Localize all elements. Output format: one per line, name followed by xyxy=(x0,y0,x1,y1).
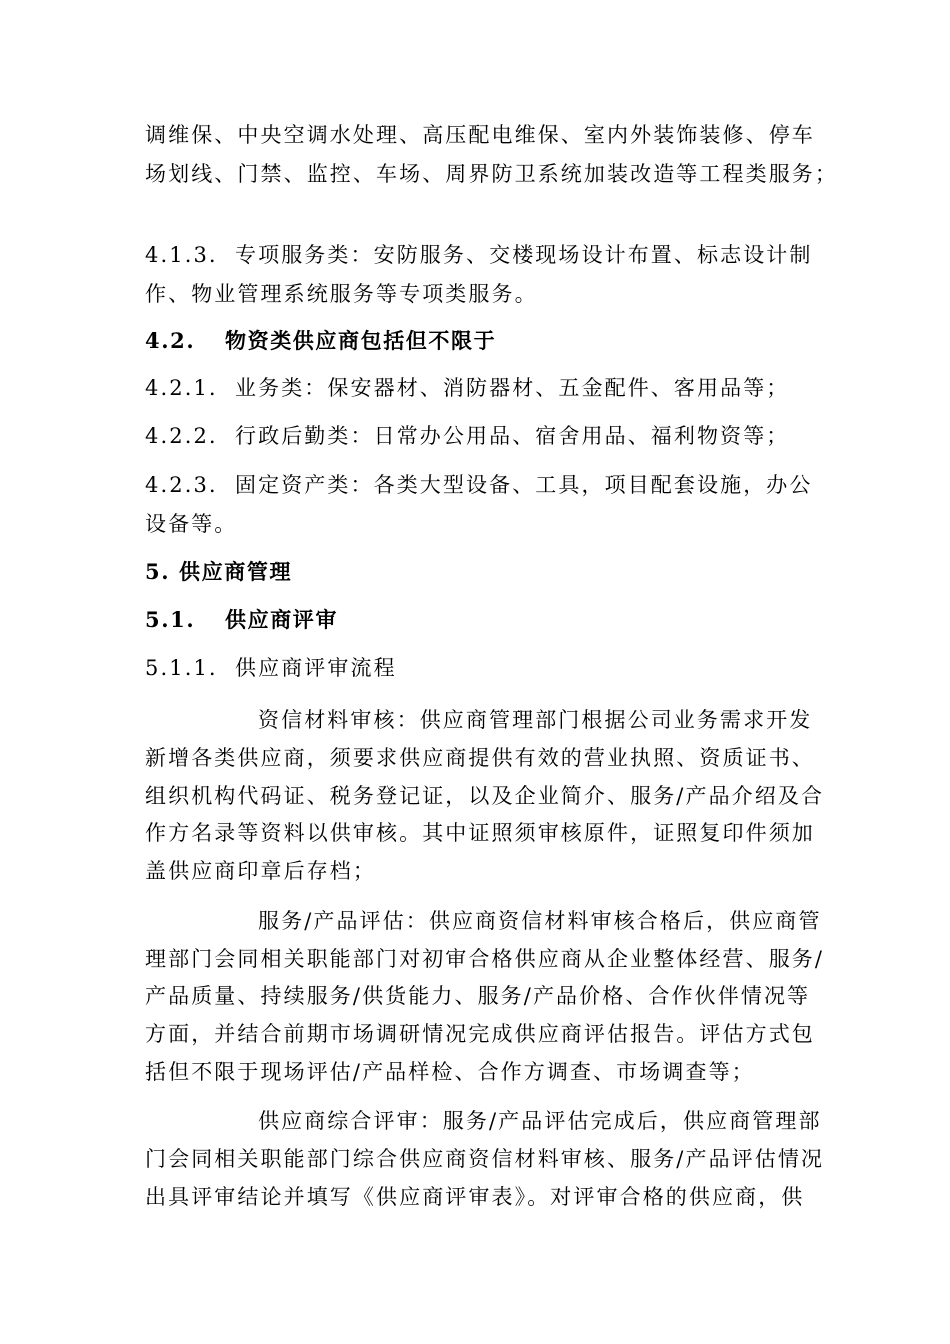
paragraph-line: 调维保、中央空调水处理、高压配电维保、室内外装饰装修、停车 xyxy=(145,123,815,147)
heading-number: 5. xyxy=(145,559,171,584)
paragraph-line: 新增各类供应商，须要求供应商提供有效的营业执照、资质证书、 xyxy=(145,746,815,770)
item-number: 4.2.1. xyxy=(145,376,218,400)
paragraph-line: 场划线、门禁、监控、车场、周界防卫系统加装改造等工程类服务； xyxy=(145,162,838,186)
paragraph-line: 作、物业管理系统服务等专项类服务。 xyxy=(145,282,538,306)
heading-5-1 xyxy=(145,605,338,635)
heading-4-2 xyxy=(145,326,496,356)
paragraph-line: 设备等。 xyxy=(145,512,238,536)
item-text: 行政后勤类：日常办公用品、宿舍用品、福利物资等； xyxy=(235,424,790,448)
paragraph-line: 盖供应商印章后存档； xyxy=(145,859,376,883)
paragraph-line: 方面，并结合前期市场调研情况完成供应商评估报告。评估方式包 xyxy=(145,1022,815,1046)
list-item-4-2-1 xyxy=(145,373,789,403)
item-text: 业务类：保安器材、消防器材、五金配件、客用品等； xyxy=(235,376,790,400)
item-number: 5.1.1. xyxy=(145,656,218,680)
list-item-4-1-3 xyxy=(145,240,813,270)
heading-number: 5.1. xyxy=(145,607,196,632)
item-number: 4.1.3. xyxy=(145,243,218,267)
paragraph-line: 理部门会同相关职能部门对初审合格供应商从企业整体经营、服务/ xyxy=(145,947,825,971)
heading-5 xyxy=(145,557,292,587)
list-item-4-2-3 xyxy=(145,470,813,500)
paragraph-line: 组织机构代码证、税务登记证，以及企业简介、服务/产品介绍及合 xyxy=(145,784,825,808)
paragraph-line: 产品质量、持续服务/供货能力、服务/产品价格、合作伙伴情况等 xyxy=(145,984,811,1008)
list-item-5-1-1 xyxy=(145,653,397,683)
paragraph-line: 服务/产品评估：供应商资信材料审核合格后，供应商管 xyxy=(258,909,822,933)
item-number: 4.2.2. xyxy=(145,424,218,448)
paragraph-line: 供应商综合评审：服务/产品评估完成后，供应商管理部 xyxy=(258,1109,822,1133)
paragraph-line: 括但不限于现场评估/产品样检、合作方调查、市场调查等； xyxy=(145,1060,755,1084)
item-text: 专项服务类：安防服务、交楼现场设计布置、标志设计制 xyxy=(235,243,813,267)
paragraph-line: 门会同相关职能部门综合供应商资信材料审核、服务/产品评估情况 xyxy=(145,1147,825,1171)
heading-number: 4.2. xyxy=(145,328,196,353)
item-number: 4.2.3. xyxy=(145,473,218,497)
paragraph-line: 资信材料审核：供应商管理部门根据公司业务需求开发 xyxy=(258,708,813,732)
paragraph-line: 作方名录等资料以供审核。其中证照须审核原件，证照复印件须加 xyxy=(145,821,815,845)
list-item-4-2-2 xyxy=(145,421,789,451)
item-text: 固定资产类：各类大型设备、工具，项目配套设施，办公 xyxy=(235,473,813,497)
paragraph-line: 出具评审结论并填写《供应商评审表》。对评审合格的供应商，供 xyxy=(145,1185,805,1209)
item-text: 供应商评审流程 xyxy=(235,656,397,680)
heading-text: 供应商管理 xyxy=(179,559,293,584)
heading-text: 供应商评审 xyxy=(225,607,338,632)
heading-text: 物资类供应商包括但不限于 xyxy=(225,328,497,353)
